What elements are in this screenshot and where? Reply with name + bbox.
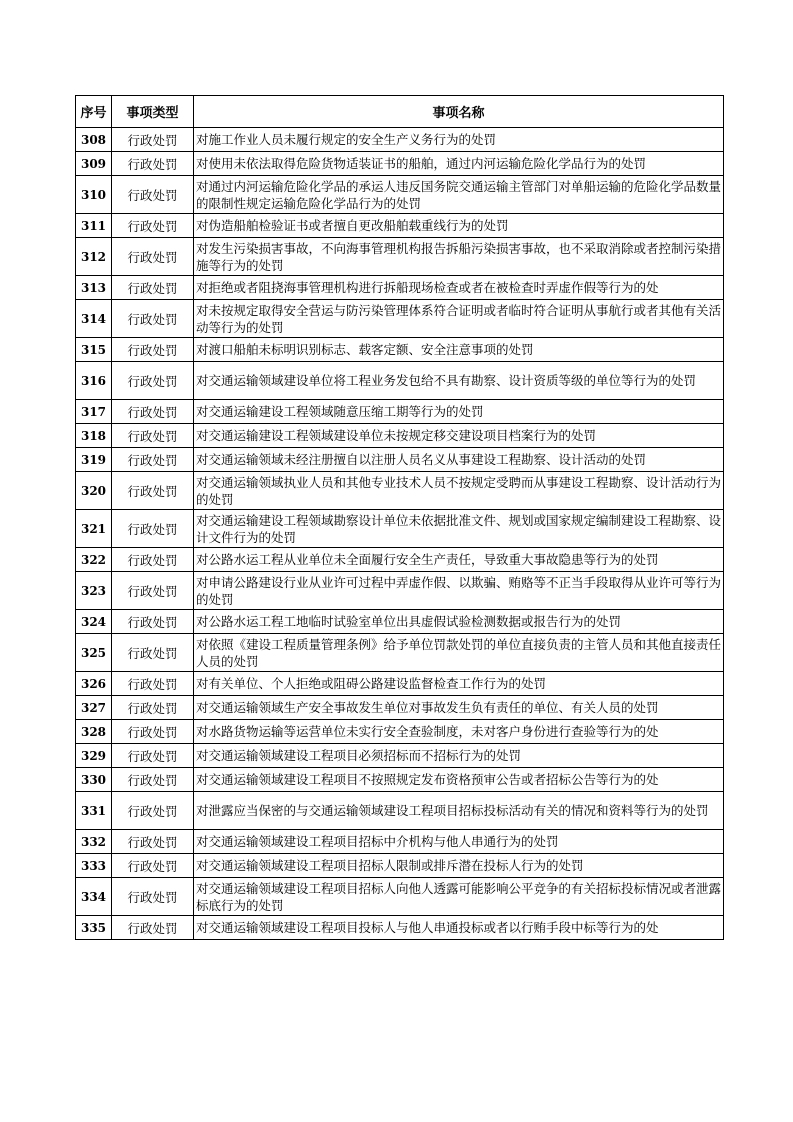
row-matter-name: 对交通运输领域建设工程项目必须招标而不招标行为的处罚 [194,744,724,768]
table-row [76,854,724,878]
row-matter-type: 行政处罚 [112,510,194,548]
row-serial-number: 318 [76,424,112,448]
row-serial-number: 309 [76,152,112,176]
row-serial-number: 311 [76,214,112,238]
table-row [76,878,724,916]
row-matter-name: 对施工作业人员未履行规定的安全生产义务行为的处罚 [194,128,724,152]
row-matter-name: 对使用未依法取得危险货物适装证书的船舶，通过内河运输危险化学品行为的处罚 [194,152,724,176]
table-row [76,176,724,214]
table-row [76,448,724,472]
table-row [76,720,724,744]
row-matter-name: 对依照《建设工程质量管理条例》给予单位罚款处罚的单位直接负责的主管人员和其他直接责任人员的处罚 [194,634,724,672]
row-serial-number: 329 [76,744,112,768]
row-matter-name: 对交通运输领域执业人员和其他专业技术人员不按规定受聘而从事建设工程勘察、设计活动行为的处罚 [194,472,724,510]
row-matter-type: 行政处罚 [112,744,194,768]
row-matter-type: 行政处罚 [112,572,194,610]
row-matter-name: 对公路水运工程工地临时试验室单位出具虚假试验检测数据或报告行为的处罚 [194,610,724,634]
row-matter-name: 对发生污染损害事故，不向海事管理机构报告拆船污染损害事故，也不采取消除或者控制污染措施等行为的处罚 [194,238,724,276]
row-matter-name: 对水路货物运输等运营单位未实行安全查验制度，未对客户身份进行查验等行为的处 [194,720,724,744]
row-matter-name: 对泄露应当保密的与交通运输领域建设工程项目招标投标活动有关的情况和资料等行为的处罚 [194,792,724,830]
table-row [76,300,724,338]
row-matter-type: 行政处罚 [112,448,194,472]
table-row [76,276,724,300]
row-matter-name: 对交通运输领域建设工程项目招标人向他人透露可能影响公平竞争的有关招标投标情况或者泄露标底行为的处罚 [194,878,724,916]
row-serial-number: 332 [76,830,112,854]
row-matter-name: 对拒绝或者阻挠海事管理机构进行拆船现场检查或者在被检查时弄虚作假等行为的处 [194,276,724,300]
row-serial-number: 321 [76,510,112,548]
row-matter-type: 行政处罚 [112,362,194,400]
row-serial-number: 310 [76,176,112,214]
table-row [76,830,724,854]
table-row [76,472,724,510]
row-serial-number: 335 [76,916,112,940]
row-serial-number: 333 [76,854,112,878]
table-row [76,916,724,940]
table-row [76,744,724,768]
row-matter-name: 对通过内河运输危险化学品的承运人违反国务院交通运输主管部门对单船运输的危险化学品数量的限制性规定运输危险化学品行为的处罚 [194,176,724,214]
row-serial-number: 320 [76,472,112,510]
row-matter-type: 行政处罚 [112,792,194,830]
table-row [76,424,724,448]
row-matter-name: 对交通运输建设工程领域勘察设计单位未依据批准文件、规划或国家规定编制建设工程勘察、设计文件行为的处罚 [194,510,724,548]
table-row [76,572,724,610]
row-serial-number: 323 [76,572,112,610]
row-matter-type: 行政处罚 [112,152,194,176]
row-matter-type: 行政处罚 [112,634,194,672]
row-matter-name: 对未按规定取得安全营运与防污染管理体系符合证明或者临时符合证明从事航行或者其他有关活动等行为的处罚 [194,300,724,338]
row-serial-number: 331 [76,792,112,830]
row-matter-name: 对交通运输领域建设单位将工程业务发包给不具有勘察、设计资质等级的单位等行为的处罚 [194,362,724,400]
row-matter-name: 对交通运输领域建设工程项目招标中介机构与他人串通行为的处罚 [194,830,724,854]
table-row [76,510,724,548]
table-row [76,128,724,152]
table-row [76,238,724,276]
row-matter-type: 行政处罚 [112,672,194,696]
row-matter-type: 行政处罚 [112,878,194,916]
row-matter-name: 对交通运输领域建设工程项目招标人限制或排斥潜在投标人行为的处罚 [194,854,724,878]
table-row [76,610,724,634]
row-matter-type: 行政处罚 [112,830,194,854]
table-row [76,792,724,830]
row-matter-type: 行政处罚 [112,128,194,152]
row-matter-type: 行政处罚 [112,338,194,362]
row-serial-number: 313 [76,276,112,300]
row-serial-number: 322 [76,548,112,572]
table-row [76,672,724,696]
row-serial-number: 308 [76,128,112,152]
row-serial-number: 334 [76,878,112,916]
row-matter-type: 行政处罚 [112,300,194,338]
row-serial-number: 326 [76,672,112,696]
row-matter-name: 对交通运输领域未经注册擅自以注册人员名义从事建设工程勘察、设计活动的处罚 [194,448,724,472]
table-header-row [76,96,724,128]
row-serial-number: 316 [76,362,112,400]
row-matter-type: 行政处罚 [112,176,194,214]
row-serial-number: 325 [76,634,112,672]
row-matter-name: 对公路水运工程从业单位未全面履行安全生产责任，导致重大事故隐患等行为的处罚 [194,548,724,572]
table-row [76,400,724,424]
row-matter-type: 行政处罚 [112,424,194,448]
row-matter-type: 行政处罚 [112,696,194,720]
table-row [76,634,724,672]
row-matter-type: 行政处罚 [112,916,194,940]
row-matter-type: 行政处罚 [112,854,194,878]
row-matter-name: 对有关单位、个人拒绝或阻碍公路建设监督检查工作行为的处罚 [194,672,724,696]
row-matter-type: 行政处罚 [112,610,194,634]
row-matter-type: 行政处罚 [112,214,194,238]
table-row [76,152,724,176]
row-matter-type: 行政处罚 [112,472,194,510]
table-row [76,548,724,572]
row-serial-number: 312 [76,238,112,276]
row-serial-number: 319 [76,448,112,472]
row-matter-name: 对交通运输领域建设工程项目投标人与他人串通投标或者以行贿手段中标等行为的处 [194,916,724,940]
row-matter-name: 对申请公路建设行业从业许可过程中弄虚作假、以欺骗、贿赂等不正当手段取得从业许可等行为的处罚 [194,572,724,610]
row-matter-name: 对渡口船舶未标明识别标志、载客定额、安全注意事项的处罚 [194,338,724,362]
matters-table [75,95,724,940]
row-matter-name: 对交通运输建设工程领域建设单位未按规定移交建设项目档案行为的处罚 [194,424,724,448]
row-matter-type: 行政处罚 [112,276,194,300]
row-serial-number: 314 [76,300,112,338]
table-row [76,338,724,362]
row-serial-number: 330 [76,768,112,792]
row-serial-number: 315 [76,338,112,362]
row-matter-type: 行政处罚 [112,768,194,792]
row-matter-type: 行政处罚 [112,720,194,744]
row-matter-type: 行政处罚 [112,400,194,424]
table-row [76,768,724,792]
row-matter-name: 对交通运输建设工程领域随意压缩工期等行为的处罚 [194,400,724,424]
document-page [75,95,723,940]
header-matter-name: 事项名称 [194,96,724,128]
row-matter-type: 行政处罚 [112,548,194,572]
table-row [76,362,724,400]
row-matter-name: 对交通运输领域建设工程项目不按照规定发布资格预审公告或者招标公告等行为的处 [194,768,724,792]
row-serial-number: 327 [76,696,112,720]
row-serial-number: 328 [76,720,112,744]
row-matter-name: 对交通运输领域生产安全事故发生单位对事故发生负有责任的单位、有关人员的处罚 [194,696,724,720]
table-row [76,214,724,238]
table-row [76,696,724,720]
header-serial-number: 序号 [76,96,112,128]
row-serial-number: 324 [76,610,112,634]
row-matter-name: 对伪造船舶检验证书或者擅自更改船舶载重线行为的处罚 [194,214,724,238]
row-matter-type: 行政处罚 [112,238,194,276]
header-matter-type: 事项类型 [112,96,194,128]
table-body [76,128,724,940]
row-serial-number: 317 [76,400,112,424]
